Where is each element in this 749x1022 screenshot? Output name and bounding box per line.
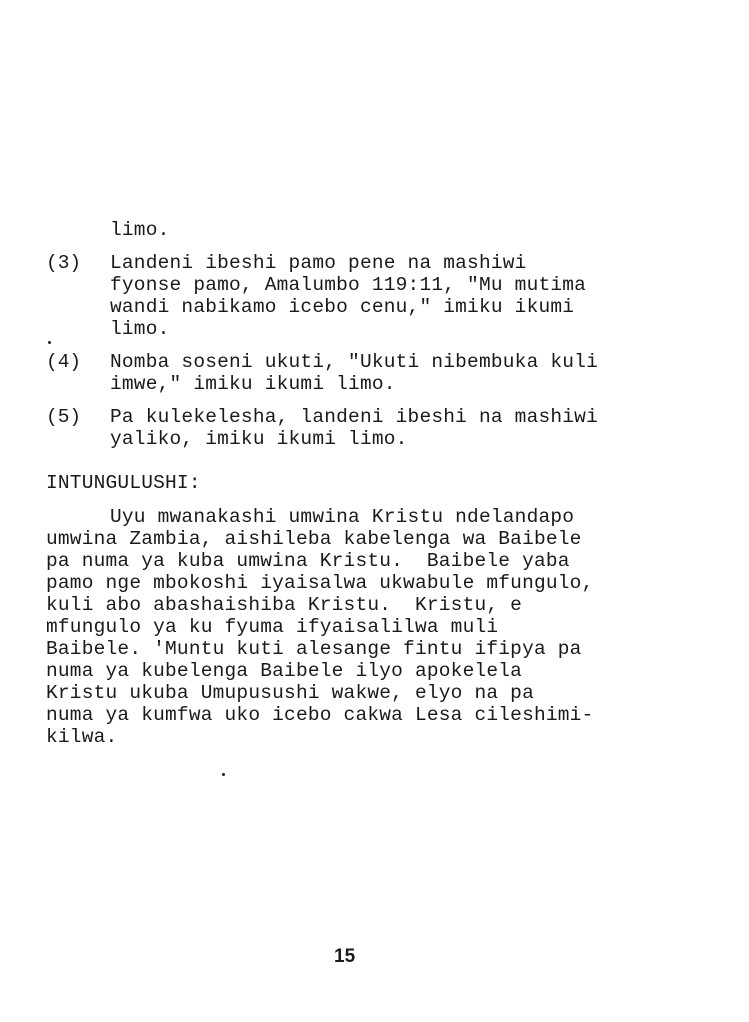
scan-speck: [48, 341, 51, 344]
paragraph-line: pa numa ya kuba umwina Kristu. Baibele yaba: [46, 550, 570, 572]
item-number: (3): [46, 252, 82, 274]
paragraph-line: Baibele. 'Muntu kuti alesange fintu ifipya pa: [46, 638, 582, 660]
paragraph-line: Uyu mwanakashi umwina Kristu ndelandapo: [110, 506, 575, 528]
section-heading: INTUNGULUSHI:: [46, 472, 201, 494]
paragraph-line: umwina Zambia, aishileba kabelenga wa Baibele: [46, 528, 582, 550]
paragraph-line: numa ya kumfwa uko icebo cakwa Lesa cileshimi-: [46, 704, 594, 726]
paragraph-line: Kristu ukuba Umupusushi wakwe, elyo na pa: [46, 682, 534, 704]
item-number: (4): [46, 351, 82, 373]
item-line: Pa kulekelesha, landeni ibeshi na mashiwi: [110, 406, 598, 428]
item-line: Landeni ibeshi pamo pene na mashiwi: [110, 252, 527, 274]
item-number: (5): [46, 406, 82, 428]
paragraph-line: pamo nge mbokoshi iyaisalwa ukwabule mfungulo,: [46, 572, 594, 594]
item-line: wandi nabikamo icebo cenu," imiku ikumi: [110, 296, 575, 318]
item-line: yaliko, imiku ikumi limo.: [110, 428, 408, 450]
paragraph-line: mfungulo ya ku fyuma ifyaisalilwa muli: [46, 616, 499, 638]
continuation-line: limo.: [110, 219, 170, 241]
paragraph-line: kilwa.: [46, 726, 118, 748]
paragraph-line: kuli abo abashaishiba Kristu. Kristu, e: [46, 594, 523, 616]
page-number: 15: [334, 946, 356, 967]
scan-speck: [222, 773, 225, 776]
paragraph-line: numa ya kubelenga Baibele ilyo apokelela: [46, 660, 523, 682]
item-line: limo.: [110, 318, 170, 340]
item-line: imwe," imiku ikumi limo.: [110, 373, 396, 395]
item-line: Nomba soseni ukuti, "Ukuti nibembuka kuli: [110, 351, 598, 373]
item-line: fyonse pamo, Amalumbo 119:11, "Mu mutima: [110, 274, 587, 296]
